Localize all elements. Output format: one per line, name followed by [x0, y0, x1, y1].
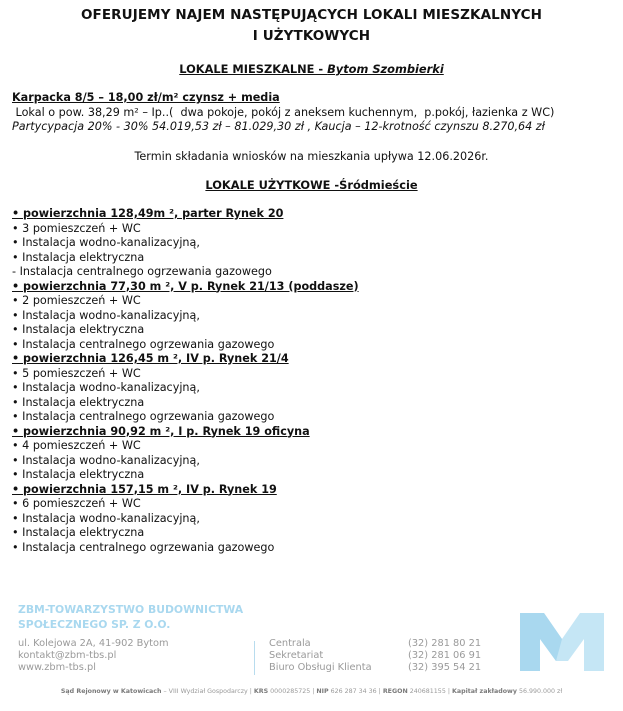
residential-listing-terms: Partycypacja 20% - 30% 54.019,53 zł – 81.029,30 zł , Kaucja – 12-krotność czynszu 8.270,64 zł	[12, 120, 545, 133]
website-link[interactable]: www.zbm-tbs.pl	[18, 661, 96, 673]
company-name	[18, 603, 243, 632]
unit-feature: • Instalacja wodno-kanalizacyjną,	[12, 308, 200, 322]
page-title	[0, 5, 623, 47]
contact-phones	[408, 638, 481, 673]
legal-capital-label: Kapitał zakładowy	[451, 688, 517, 695]
residential-heading-location: Bytom Szombierki	[327, 62, 444, 76]
legal-court-label: Sąd Rejonowy w Katowicach	[60, 688, 162, 695]
unit-feature: • Instalacja elektryczna	[12, 250, 145, 264]
page-title-line1: OFERUJEMY NAJEM NASTĘPUJĄCYCH LOKALI MIESZKALNYCH	[80, 7, 543, 23]
legal-info	[0, 688, 623, 695]
page-title-line2: I UŻYTKOWYCH	[252, 28, 371, 44]
legal-court-text: – VIII Wydział Gospodarczy |	[161, 688, 254, 695]
commercial-heading: LOKALE UŻYTKOWE -Śródmieście	[205, 178, 418, 192]
commercial-unit	[12, 425, 359, 483]
unit-feature: • Instalacja elektryczna	[12, 395, 145, 409]
legal-capital: 56.990.000 zł	[516, 688, 563, 695]
unit-feature: • 5 pomieszczeń + WC	[12, 366, 141, 380]
legal-regon-label: REGON	[382, 688, 408, 695]
company-address: ul. Kolejowa 2A, 41-902 Bytom	[18, 638, 169, 649]
residential-heading	[0, 62, 623, 76]
residential-heading-label: LOKALE MIESZKALNE -	[179, 62, 328, 76]
unit-feature: • Instalacja centralnego ogrzewania gazowego	[12, 540, 275, 554]
email-link[interactable]: kontakt@zbm-tbs.pl	[18, 649, 117, 661]
unit-feature: • Instalacja wodno-kanalizacyjną,	[12, 453, 200, 467]
commercial-unit	[12, 207, 359, 280]
unit-feature: • 3 pomieszczeń + WC	[12, 221, 141, 235]
residential-listing-title: Karpacka 8/5 – 18,00 zł/m² czynsz + media	[12, 91, 280, 104]
contact-label: Biuro Obsługi Klienta	[269, 661, 372, 673]
unit-feature: • Instalacja elektryczna	[12, 468, 145, 481]
residential-listing-description: Lokal o pow. 38,29 m² – Ip..( dwa pokoje, pokój z aneksem kuchennym, p.pokój, łazienka z WC)	[12, 105, 555, 119]
unit-feature: • Instalacja wodno-kanalizacyjną,	[12, 511, 200, 525]
unit-header: • powierzchnia 126,45 m ², IV p. Rynek 21/4	[12, 352, 289, 365]
unit-header: • powierzchnia 90,92 m ², I p. Rynek 19 oficyna	[12, 424, 310, 438]
unit-feature: • Instalacja centralnego ogrzewania gazowego	[12, 410, 275, 423]
unit-feature: • Instalacja wodno-kanalizacyjną,	[12, 381, 200, 394]
company-name-line2: SPOŁECZNEGO SP. Z O.O.	[18, 617, 171, 631]
commercial-unit	[12, 483, 359, 556]
unit-feature: • Instalacja elektryczna	[12, 526, 145, 539]
company-name-line1: ZBM-TOWARZYSTWO BUDOWNICTWA	[18, 603, 244, 616]
contact-label: Sekretariat	[269, 649, 324, 661]
unit-feature: • 2 pomieszczeń + WC	[12, 294, 141, 307]
footer-divider	[254, 641, 255, 675]
legal-regon: 240681155 |	[407, 688, 452, 695]
company-address-block	[18, 638, 169, 673]
unit-header: • powierzchnia 157,15 m ², IV p. Rynek 19	[12, 482, 277, 496]
contact-phone: (32) 281 80 21	[408, 638, 482, 649]
unit-feature: • 4 pomieszczeń + WC	[12, 439, 141, 452]
residential-listing	[12, 91, 554, 135]
unit-header: • powierzchnia 77,30 m ², V p. Rynek 21/13 (poddasze)	[12, 279, 359, 293]
commercial-units-list	[12, 207, 359, 555]
unit-header: • powierzchnia 128,49m ², parter Rynek 20	[12, 207, 284, 220]
legal-krs-label: KRS	[253, 688, 269, 695]
contact-label: Centrala	[269, 638, 311, 649]
contact-phone: (32) 395 54 21	[408, 661, 482, 673]
contact-phone: (32) 281 06 91	[408, 649, 482, 661]
contact-labels	[269, 638, 372, 673]
unit-feature: • 6 pomieszczeń + WC	[12, 497, 141, 510]
application-deadline: Termin składania wniosków na mieszkania upływa 12.06.2026r.	[134, 150, 489, 163]
unit-feature: • Instalacja wodno-kanalizacyjną,	[12, 236, 200, 249]
legal-krs: 0000285725 |	[268, 688, 317, 695]
legal-nip-label: NIP	[316, 688, 329, 695]
zbm-logo-icon	[518, 611, 606, 673]
unit-feature: - Instalacja centralnego ogrzewania gazowego	[12, 265, 272, 278]
commercial-unit	[12, 280, 359, 353]
unit-feature: • Instalacja centralnego ogrzewania gazowego	[12, 337, 275, 351]
commercial-unit	[12, 352, 359, 425]
unit-feature: • Instalacja elektryczna	[12, 323, 145, 336]
legal-nip: 626 287 34 36 |	[328, 688, 383, 695]
